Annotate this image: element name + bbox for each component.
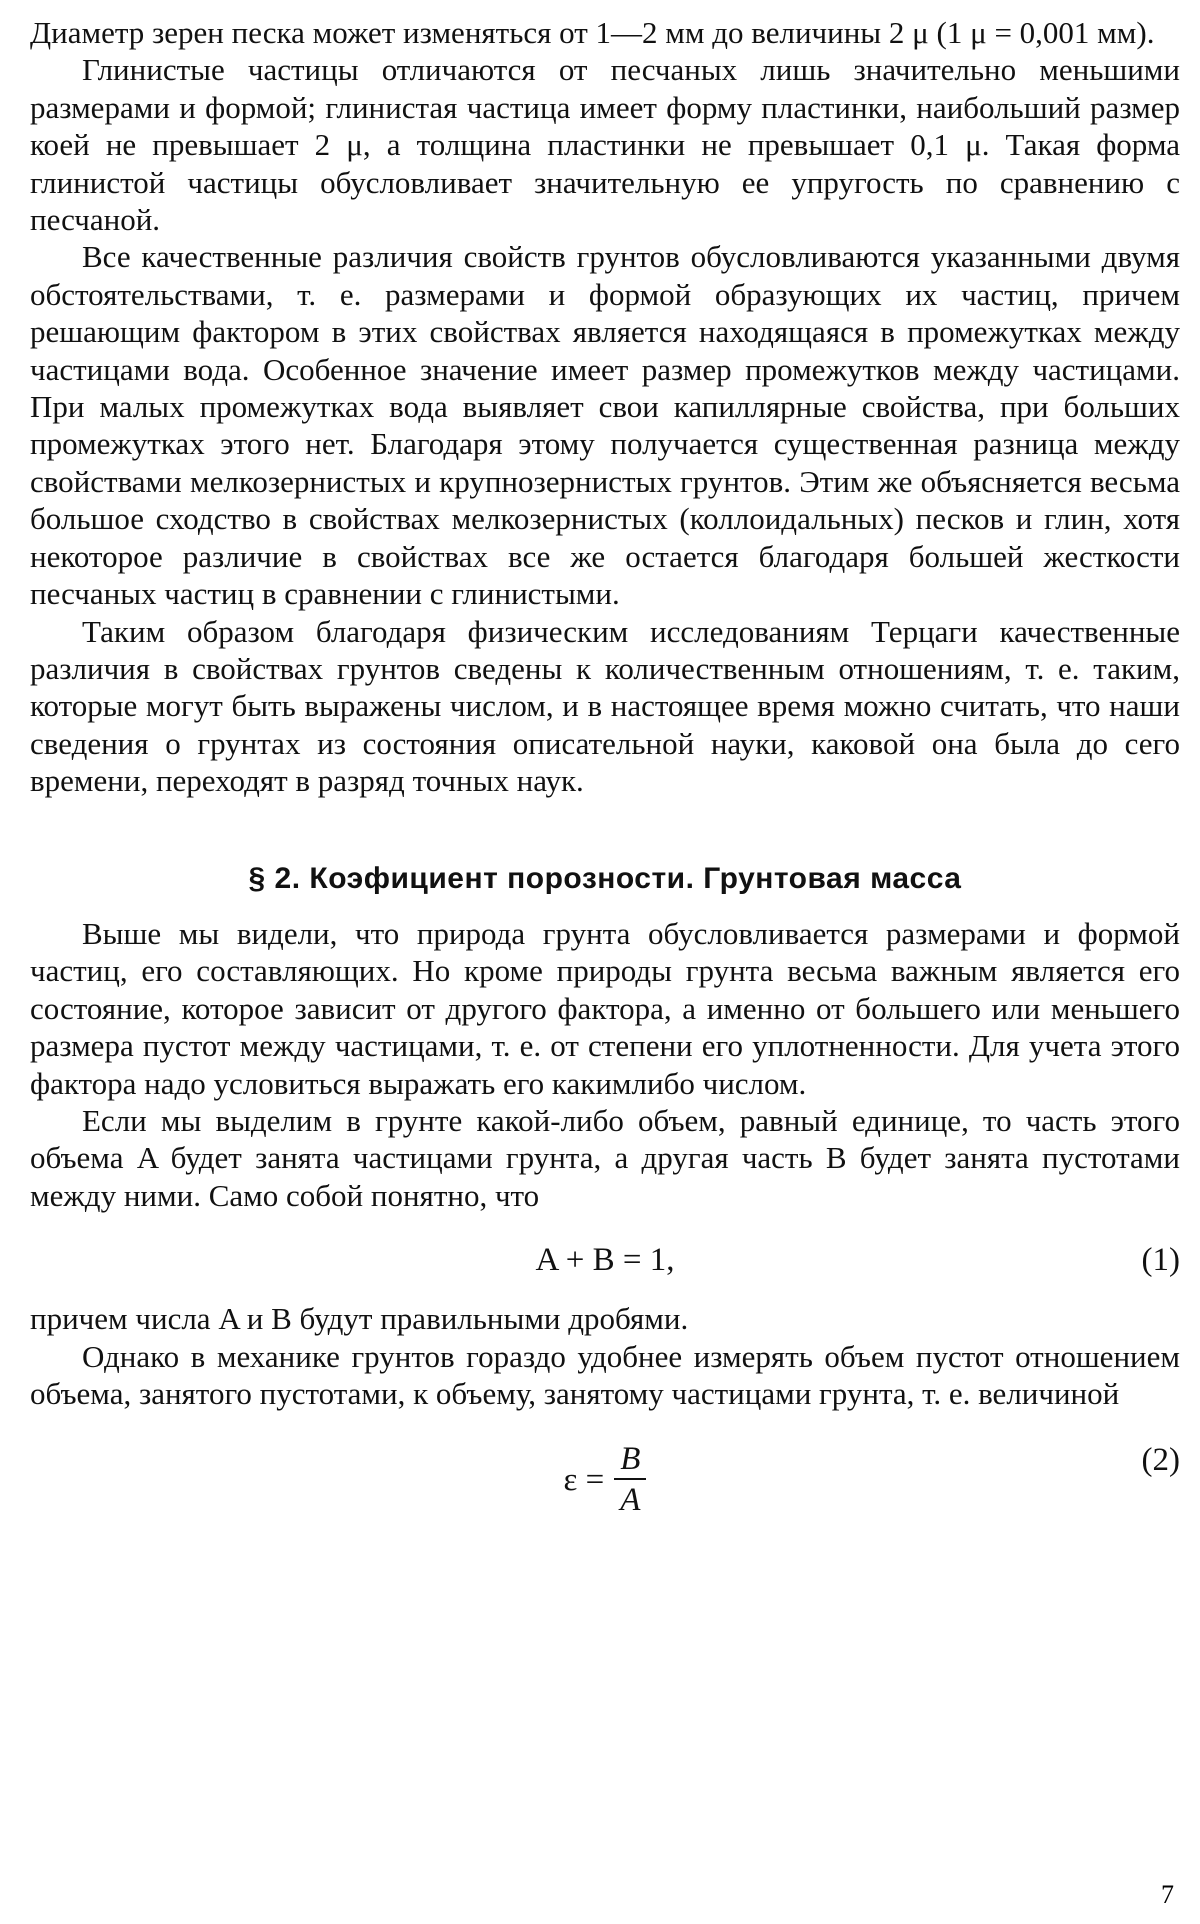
paragraph-void-ratio-intro: Однако в механике грунтов гораздо удобнее измерять объем пустот отношением объема, занятого пустотами, к объему, занятому частицами грунта, т. е. величиной [30, 1338, 1180, 1411]
paragraph-unit-volume: Если мы выделим в грунте какой-либо объем, равный единице, то часть этого объема A будет занята частицами грунта, а другая часть B будет занята пустотами между ними. Само собой понятно, что [30, 1102, 1180, 1213]
paragraph-grain-diameter: Диаметр зерен песка может изменяться от 1—2 мм до величины 2 μ (1 μ = 0,001 мм). [30, 15, 1155, 50]
formula-2-lhs: ε = [563, 1461, 605, 1498]
formula-2-row [30, 1434, 1180, 1534]
formula-1: A + B = 1, [535, 1242, 675, 1279]
section-title: § 2. Коэфициент порозности. Грунтовая масса [248, 861, 962, 895]
formula-1-row [30, 1234, 1180, 1294]
formula-2-denominator: A [620, 1482, 641, 1519]
paragraph-soil-properties: Все качественные различия свойств грунтов обусловливаются указанными двумя обстоятельствами, т. е. размерами и формой образующих их частиц, причем решающим фактором в этих свойствах является находящаяся в промежутках между частицами вода. Особенное значение имеет размер промежутков между частицами. При малых промежутках вода выявляет свои капиллярные свойства, при больших промежутках этого нет. Благодаря этому получается существенная разница между свойствами мелкозернистых и крупнозернистых грунтов. Этим же объясняется весьма большое сходство в свойствах мелкозернистых (коллоидальных) песков и глин, хотя некоторое различие в свойствах все же остается благодаря большей жесткости песчаных частиц в сравнении с глинистыми. [30, 239, 1180, 612]
formula-1-number: (1) [1141, 1242, 1180, 1279]
formula-2-numerator: B [620, 1441, 641, 1478]
page-number: 7 [1161, 1880, 1174, 1909]
paragraph-terzaghi: Таким образом благодаря физическим исследованиям Терцаги качественные различия в свойствах грунтов сведены к количественным отношениям, т. е. таким, которые могут быть выражены числом, и в настоящее время можно считать, что наши сведения о грунтах из состояния описательной науки, каковой она была до сего времени, переходят в разряд точных наук. [30, 613, 1180, 799]
paragraph-soil-state: Выше мы видели, что природа грунта обусловливается размерами и формой частиц, его составляющих. Но кроме природы грунта весьма важным является его состояние, которое зависит от другого фактора, а именно от большего или меньшего размера пустот между частицами, т. е. от степени его уплотненности. Для учета этого фактора надо условиться выражать его какимлибо числом. [30, 915, 1180, 1101]
page-body [30, 14, 1180, 1534]
paragraph-proper-fractions: причем числа A и B будут правильными дробями. [30, 1301, 689, 1337]
paragraph-clay-particles: Глинистые частицы отличаются от песчаных лишь значительно меньшими размерами и формой; глинистая частица имеет форму пластинки, наибольший размер коей не превышает 2 μ, а толщина пластинки не превышает 0,1 μ. Такая форма глинистой частицы обусловливает значительную ее упругость по сравнению с песчаной. [30, 52, 1180, 238]
formula-2-number: (2) [1141, 1442, 1180, 1479]
formula-2 [30, 1434, 1180, 1526]
formula-2-fraction [614, 1440, 646, 1520]
